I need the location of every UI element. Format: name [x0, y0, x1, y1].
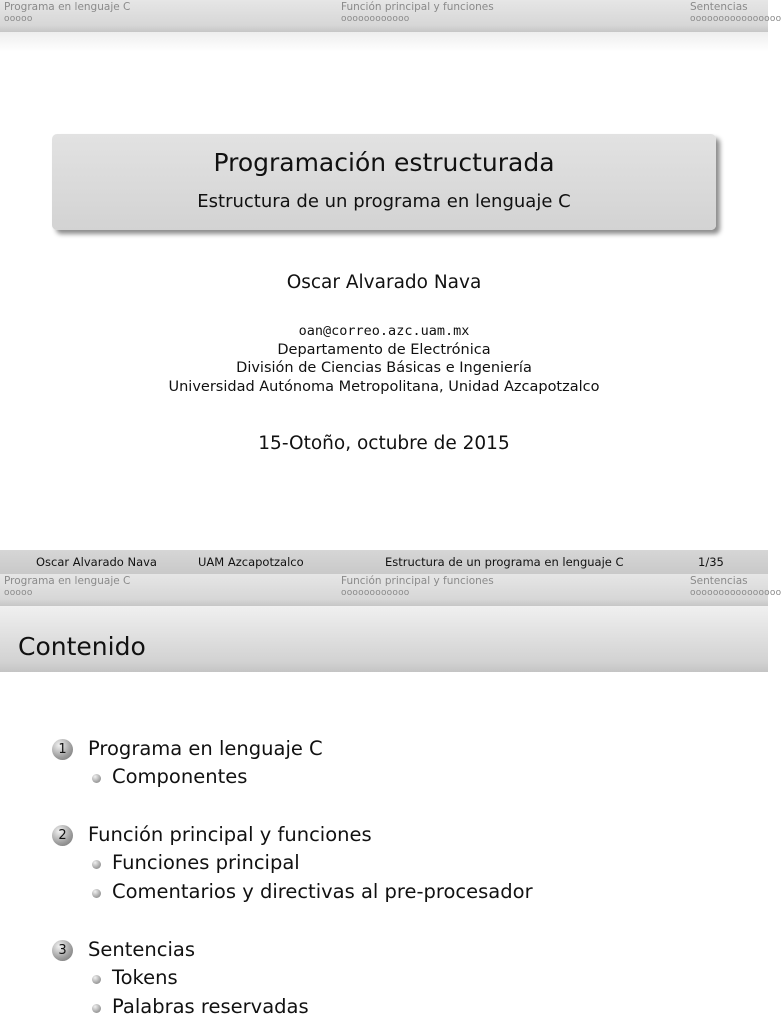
- footer-institution: UAM Azcapotzalco: [198, 555, 304, 569]
- affiliation-department: Departamento de Electrónica: [277, 341, 491, 358]
- presentation-date: 15-Otoño, octubre de 2015: [258, 433, 510, 454]
- affiliation-university: Universidad Autónoma Metropolitana, Unidad Azcapotzalco: [168, 378, 600, 395]
- nav-section-label: Programa en lenguaje C: [4, 1, 131, 13]
- footer-author: Oscar Alvarado Nava: [36, 555, 157, 569]
- presentation-subtitle: Estructura de un programa en lenguaje C: [197, 191, 571, 212]
- ball-bullet-icon: [92, 975, 101, 984]
- toc-subsection-label[interactable]: Comentarios y directivas al pre-procesador: [112, 880, 533, 903]
- toc-subsection-label[interactable]: Palabras reservadas: [112, 995, 309, 1018]
- mini-navigation-header: [0, 574, 781, 606]
- toc-subsection-label[interactable]: Componentes: [112, 765, 248, 788]
- header-shadow: [0, 32, 768, 52]
- affiliation-division: División de Ciencias Básicas e Ingeniería: [236, 360, 532, 376]
- nav-progress-dots[interactable]: oooooooooooooooo: [690, 588, 781, 598]
- slide-footer: [0, 550, 768, 574]
- title-block: [52, 134, 716, 230]
- author-email: oan@correo.azc.uam.mx: [298, 323, 470, 339]
- nav-section-funcion[interactable]: [341, 0, 494, 24]
- author-name: Oscar Alvarado Nava: [286, 272, 482, 293]
- nav-section-label: Función principal y funciones: [341, 1, 494, 13]
- nav-section-programa[interactable]: [4, 0, 130, 24]
- nav-progress-dots[interactable]: ooooo: [4, 588, 33, 598]
- footer-page-number: 1/35: [698, 555, 724, 569]
- nav-section-programa[interactable]: [4, 574, 130, 598]
- mini-navigation-header: [0, 0, 781, 32]
- nav-section-label: Sentencias: [690, 1, 748, 13]
- nav-section-sentencias[interactable]: [690, 574, 781, 598]
- nav-progress-dots[interactable]: oooooooooooo: [341, 14, 410, 24]
- presentation-title: Programación estructurada: [213, 148, 555, 177]
- ball-bullet-icon: [92, 774, 101, 783]
- toc-subsection-label[interactable]: Tokens: [112, 966, 178, 989]
- footer-title: Estructura de un programa en lenguaje C: [385, 555, 624, 569]
- nav-progress-dots[interactable]: oooooooooooo: [341, 588, 410, 598]
- nav-progress-dots[interactable]: oooooooooooooooo: [690, 14, 781, 24]
- numbered-ball-icon: 3: [52, 940, 73, 961]
- author-affiliation: [0, 322, 768, 396]
- toc-subsection-label[interactable]: Funciones principal: [112, 851, 300, 874]
- numbered-ball-icon: 2: [52, 825, 73, 846]
- nav-section-label: Sentencias: [690, 575, 748, 587]
- frame-title: Contenido: [18, 632, 146, 661]
- toc-section-label[interactable]: Programa en lenguaje C: [88, 737, 323, 760]
- ball-bullet-icon: [92, 889, 101, 898]
- nav-section-label: Programa en lenguaje C: [4, 575, 131, 587]
- toc-section-label[interactable]: Sentencias: [88, 938, 195, 961]
- ball-bullet-icon: [92, 860, 101, 869]
- contents-slide: [0, 550, 781, 1024]
- numbered-ball-icon: 1: [52, 739, 73, 760]
- nav-progress-dots[interactable]: ooooo: [4, 14, 33, 24]
- ball-bullet-icon: [92, 1004, 101, 1013]
- nav-section-funcion[interactable]: [341, 574, 494, 598]
- toc-section-label[interactable]: Función principal y funciones: [88, 823, 372, 846]
- nav-section-label: Función principal y funciones: [341, 575, 494, 587]
- nav-section-sentencias[interactable]: [690, 0, 781, 24]
